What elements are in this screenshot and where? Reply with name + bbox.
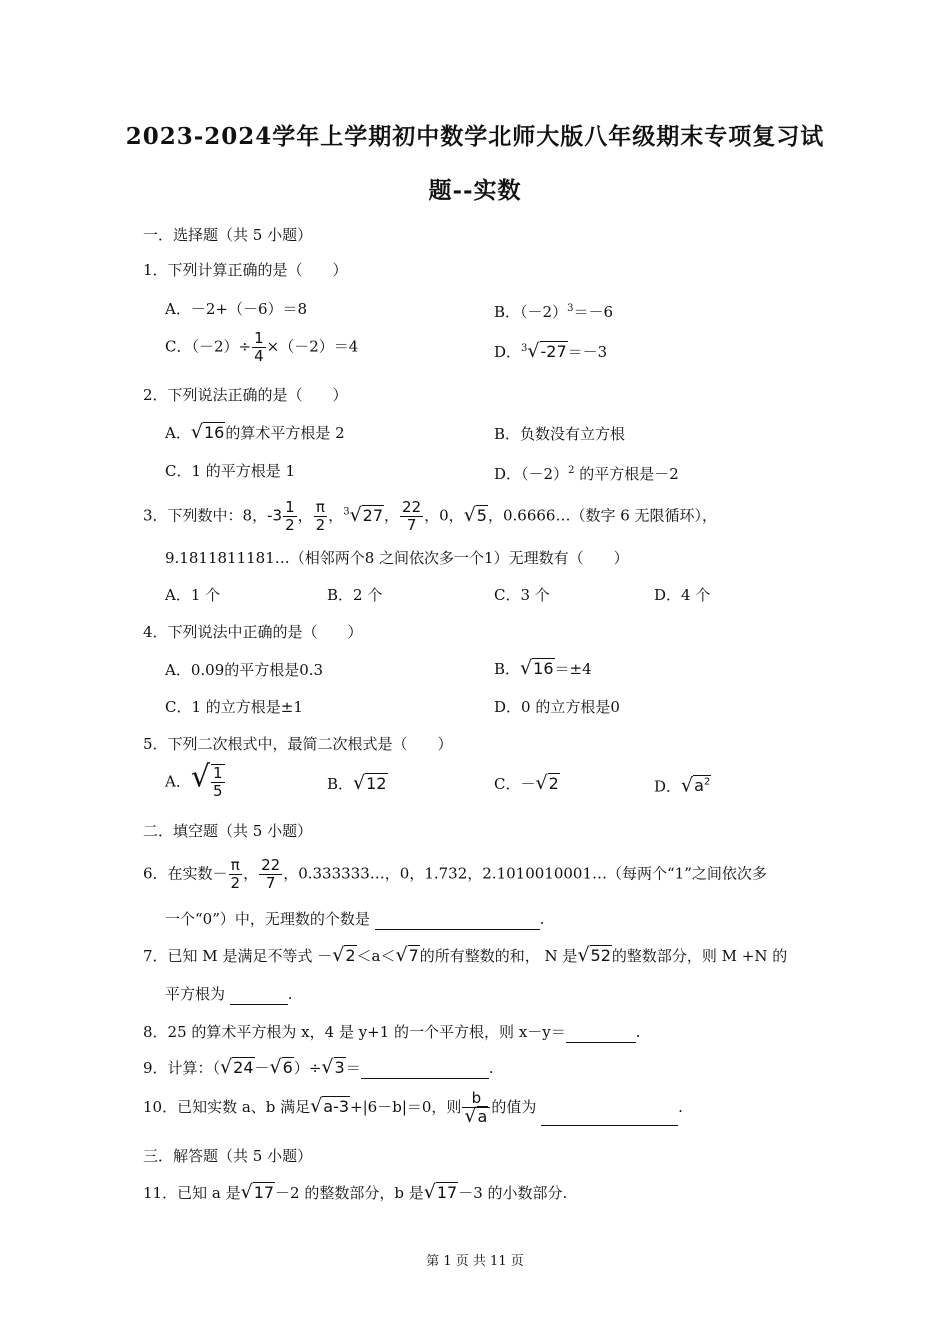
radical: √-27 xyxy=(527,340,567,362)
question-1-option-a: A．－2+（－6）＝8 xyxy=(165,300,308,318)
question-3-option-d: D．4 个 xyxy=(654,586,711,604)
answer-blank[interactable] xyxy=(566,1024,636,1043)
radical: √17 xyxy=(423,1181,458,1203)
section-heading-solve: 三．解答题（共 5 小题） xyxy=(143,1147,313,1165)
question-3-stem: 3．下列数中：8，-3 $\frac{1}{2}$ ， $\frac{\pi}{2}$ ，$^3$√27， $\frac{22}{7}$ ，0，√5，0.6666…（数字 6 无限循环）， xyxy=(143,498,718,534)
page-title-line1: 2023-2024学年上学期初中数学北师大版八年级期末专项复习试 xyxy=(125,123,825,150)
question-5-option-a: A．√ $\frac{1}{5}$ xyxy=(165,764,226,800)
radical: $√a^2$ xyxy=(681,774,711,797)
section-heading-fill: 二．填空题（共 5 小题） xyxy=(143,822,313,840)
radical: √52 xyxy=(577,944,611,966)
question-3-line2: 9.1811811181…（相邻两个8 之间依次多一个1）无理数有（ ） xyxy=(165,549,629,567)
fraction: $\frac{b}{√a}$ xyxy=(462,1090,490,1126)
question-4-option-d: D．0 的立方根是0 xyxy=(494,698,620,716)
question-3-option-c: C．3 个 xyxy=(494,586,550,604)
question-2-stem: 2．下列说法正确的是（ ） xyxy=(143,386,348,404)
radical: √6 xyxy=(269,1056,293,1078)
answer-blank[interactable] xyxy=(361,1060,489,1079)
section-heading-choice: 一．选择题（共 5 小题） xyxy=(143,226,313,244)
radical: √2 xyxy=(332,944,356,966)
radical: √3 xyxy=(321,1056,345,1078)
question-5-option-c: C．－√2 xyxy=(494,772,559,794)
radical: √a-3 xyxy=(310,1095,350,1117)
page-title-line2: 题--实数 xyxy=(428,177,522,204)
question-10-stem: 10．已知实数 a、b 满足√a-3+|6－b|＝0，则 $\frac{b}{√a}$ 的值为 . xyxy=(143,1089,683,1127)
radical: √2 xyxy=(535,772,559,794)
question-5-option-d: D．$√a^2$ xyxy=(654,772,711,797)
question-3-option-a: A．1 个 xyxy=(165,586,221,604)
fraction: $\frac{1}{4}$ xyxy=(254,329,264,365)
fraction: $\frac{22}{7}$ xyxy=(261,856,281,892)
question-2-option-a: A．√16的算术平方根是 2 xyxy=(165,421,345,443)
question-4-option-a: A．0.09的平方根是0.3 xyxy=(165,661,324,679)
question-4-option-b: B．√16＝±4 xyxy=(494,657,592,679)
radical: √24 xyxy=(220,1056,254,1078)
question-9-stem: 9．计算：（√24－√6）÷√3＝ . xyxy=(143,1056,494,1078)
radical: √16 xyxy=(190,421,225,443)
radical: √ $\frac{1}{5}$ xyxy=(190,759,223,800)
question-2-option-b: B．负数没有立方根 xyxy=(494,425,626,443)
page-footer: 第 1 页 共 11 页 xyxy=(426,1254,524,1269)
fraction: $\frac{\pi}{2}$ xyxy=(315,498,326,534)
question-4-option-c: C．1 的立方根是±1 xyxy=(165,698,303,716)
answer-blank[interactable] xyxy=(230,986,288,1005)
radical: √12 xyxy=(353,772,387,794)
question-2-option-d: D．$(-2)^2$ 的平方根是－2 xyxy=(494,465,679,483)
fraction: $\frac{\pi}{2}$ xyxy=(230,856,241,892)
radical: √16 xyxy=(520,657,554,679)
question-11-stem: 11．已知 a 是√17－2 的整数部分，b 是√17－3 的小数部分. xyxy=(143,1181,568,1203)
question-3-option-b: B．2 个 xyxy=(327,586,383,604)
question-7-line2: 平方根为 . xyxy=(165,985,293,1003)
radical: √27 xyxy=(349,503,384,526)
question-1-option-b: B．$(-2)^3=-6$ xyxy=(494,303,613,321)
question-7-stem: 7．已知 M 是满足不等式 －√2＜a＜√7的所有整数的和， N 是√52的整数部分，则 M +N 的 xyxy=(143,944,788,966)
question-8-stem: 8．25 的算术平方根为 x，4 是 y+1 的一个平方根，则 x－y＝ . xyxy=(143,1023,641,1041)
question-4-stem: 4．下列说法中正确的是（ ） xyxy=(143,623,363,641)
question-5-option-b: B．√12 xyxy=(327,772,387,794)
question-2-option-c: C．1 的平方根是 1 xyxy=(165,462,296,480)
question-1-option-d: D．$^3$√-27＝－3 xyxy=(494,340,608,362)
radical: √7 xyxy=(395,944,419,966)
question-1-option-c: C．（－2）÷ $\frac{1}{4}$ ×（－2）＝4 xyxy=(165,329,359,365)
answer-blank[interactable] xyxy=(541,1107,678,1126)
radical: √5 xyxy=(463,503,487,526)
fraction: $\frac{22}{7}$ xyxy=(402,498,422,534)
question-1-stem: 1．下列计算正确的是（ ） xyxy=(143,261,348,279)
question-6-stem: 6．在实数－ $\frac{\pi}{2}$ ， $\frac{22}{7}$ ，0.333333…，0，1.732，2.1010010001…（每两个“1”之间依次多 xyxy=(143,856,767,892)
radical: √17 xyxy=(240,1181,275,1203)
question-5-stem: 5．下列二次根式中，最简二次根式是（ ） xyxy=(143,735,453,753)
fraction: $\frac{1}{2}$ xyxy=(285,498,295,534)
answer-blank[interactable] xyxy=(375,911,540,930)
question-6-line2: 一个“0”）中，无理数的个数是 . xyxy=(165,910,545,928)
